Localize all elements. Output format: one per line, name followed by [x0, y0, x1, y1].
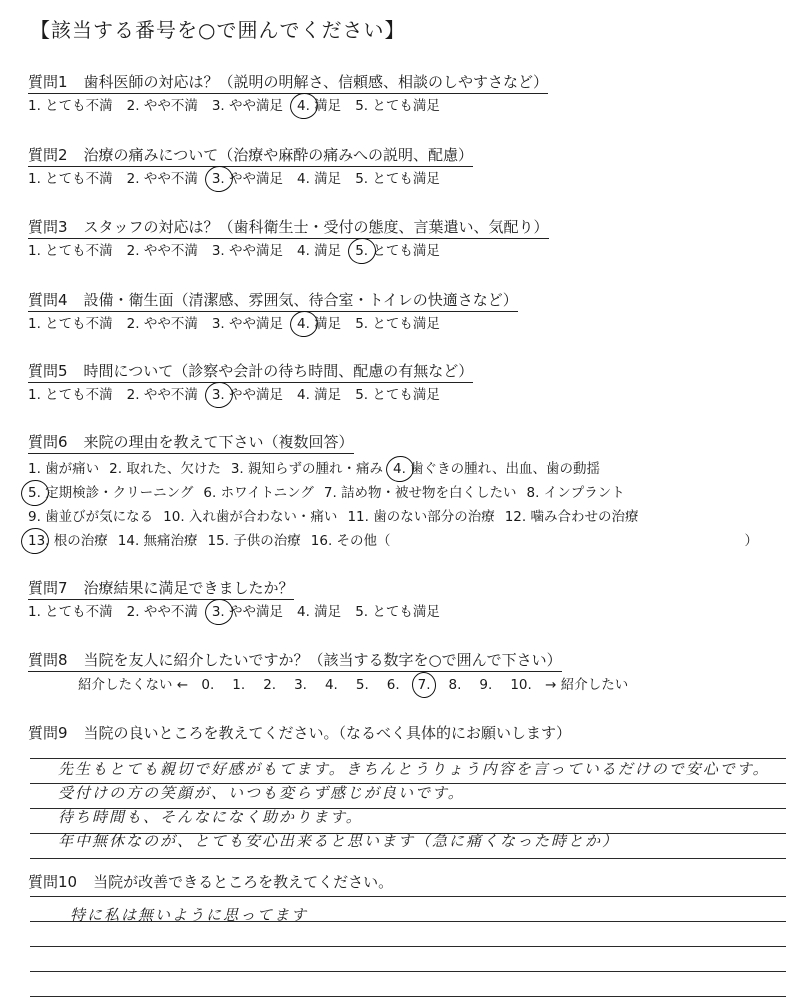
- q9-handwritten-answer: 待ち時間も、そんなになく助かります。: [58, 808, 363, 826]
- reason-option[interactable]: 15. 子供の治療: [207, 533, 301, 549]
- question-7: [28, 578, 788, 621]
- question-number: 質問4: [28, 291, 68, 309]
- question-text: 当院の良いところを教えてください。（なるべく具体的にお願いします）: [83, 724, 572, 742]
- question-text: 来院の理由を教えて下さい（複数回答）: [83, 433, 354, 451]
- option-1[interactable]: 1. とても不満: [28, 604, 113, 620]
- option-4[interactable]: 4. 満足: [297, 171, 342, 187]
- option-4[interactable]: 4. 満足: [297, 243, 342, 259]
- option-3[interactable]: 3. やや満足: [211, 316, 284, 332]
- option-4[interactable]: 4. 満足: [297, 387, 342, 403]
- scale-number[interactable]: 2.: [263, 677, 277, 693]
- question-text: 設備・衛生面（清潔感、雰囲気、待合室・トイレの快適さなど）: [83, 291, 518, 309]
- scale-right-label: → 紹介したい: [545, 677, 629, 693]
- scale-numbers: [192, 677, 545, 693]
- option-5[interactable]: 5. とても満足: [355, 387, 440, 403]
- question-8: [28, 650, 788, 694]
- option-2[interactable]: 2. やや不満: [126, 171, 198, 187]
- reason-option[interactable]: 14. 無痛治療: [117, 533, 198, 549]
- question-number: 質問5: [28, 362, 68, 380]
- question-number: 質問6: [28, 433, 68, 451]
- reason-option[interactable]: 9. 歯並びが気になる: [28, 509, 154, 525]
- reason-option[interactable]: 5. 定期検診・クリーニング: [28, 485, 194, 501]
- reason-options: [28, 460, 788, 550]
- question-text: 治療結果に満足できましたか？: [83, 579, 294, 597]
- reason-option[interactable]: 12. 噛み合わせの治療: [504, 509, 639, 525]
- scale-number[interactable]: 9.: [479, 677, 493, 693]
- reason-option[interactable]: 6. ホワイトニング: [203, 485, 314, 501]
- question-number: 質問7: [28, 579, 68, 597]
- q9-handwritten-answer: 先生もとても親切で好感がもてます。きちんとうりょう内容を言っているだけので安心です。: [58, 760, 770, 778]
- scale-left-label: 紹介したくない ←: [78, 677, 189, 693]
- option-1[interactable]: 1. とても不満: [28, 171, 113, 187]
- option-4[interactable]: 4. 満足: [297, 98, 342, 114]
- rating-options: [28, 97, 788, 115]
- question-3: [28, 217, 788, 260]
- scale-number[interactable]: 4.: [324, 677, 338, 693]
- question-2: [28, 145, 788, 188]
- option-2[interactable]: 2. やや不満: [126, 604, 198, 620]
- scale-number[interactable]: 5.: [355, 677, 369, 693]
- question-text: スタッフの対応は？（歯科衛生士・受付の態度、言葉遣い、気配り）: [83, 218, 549, 236]
- question-text: 当院が改善できるところを教えてください。: [93, 873, 394, 891]
- rating-options: [28, 242, 788, 260]
- option-5[interactable]: 5. とても満足: [355, 171, 440, 187]
- reason-option[interactable]: 16. その他（: [310, 533, 391, 549]
- question-1: [28, 72, 788, 115]
- reason-option[interactable]: 8. インプラント: [526, 485, 625, 501]
- scale-number[interactable]: 1.: [232, 677, 246, 693]
- option-2[interactable]: 2. やや不満: [126, 387, 198, 403]
- option-1[interactable]: 1. とても不満: [28, 243, 113, 259]
- option-3[interactable]: 3. やや満足: [211, 171, 284, 187]
- option-2[interactable]: 2. やや不満: [126, 243, 198, 259]
- reason-option[interactable]: 2. 取れた、欠けた: [109, 461, 221, 477]
- option-2[interactable]: 2. やや不満: [126, 98, 198, 114]
- rating-options: [28, 386, 788, 404]
- rating-options: [28, 315, 788, 333]
- rating-options: [28, 603, 788, 621]
- reason-option[interactable]: 11. 歯のない部分の治療: [347, 509, 495, 525]
- question-text: 治療の痛みについて（治療や麻酔の痛みへの説明、配慮）: [83, 146, 473, 164]
- question-number: 質問8: [28, 651, 68, 669]
- option-2[interactable]: 2. やや不満: [126, 316, 198, 332]
- option-5[interactable]: 5. とても満足: [355, 243, 440, 259]
- reason-option[interactable]: 4. 歯ぐきの腫れ、出血、歯の動揺: [393, 461, 600, 477]
- option-1[interactable]: 1. とても不満: [28, 316, 113, 332]
- q9-handwritten-answer: 受付けの方の笑顔が、いつも変らず感じが良いです。: [58, 784, 465, 802]
- reason-line: [28, 508, 788, 526]
- reason-line: [28, 484, 788, 502]
- scale-number[interactable]: 8.: [448, 677, 462, 693]
- question-number: 質問9: [28, 724, 68, 742]
- question-text: 当院を友人に紹介したいですか？（該当する数字を○で囲んで下さい）: [83, 651, 562, 669]
- option-3[interactable]: 3. やや満足: [211, 387, 284, 403]
- option-3[interactable]: 3. やや満足: [211, 243, 284, 259]
- reason-option[interactable]: 7. 詰め物・被せ物を白くしたい: [323, 485, 517, 501]
- reason-line: [28, 532, 788, 550]
- scale-number[interactable]: 3.: [294, 677, 307, 693]
- question-text: 時間について（診察や会計の待ち時間、配慮の有無など）: [83, 362, 474, 380]
- question-number: 質問2: [28, 146, 68, 164]
- other-close-paren: ）: [744, 533, 758, 549]
- option-5[interactable]: 5. とても満足: [355, 316, 440, 332]
- question-text: 歯科医師の対応は？（説明の明解さ、信頼感、相談のしやすさなど）: [83, 73, 548, 91]
- question-number: 質問10: [28, 873, 78, 891]
- option-1[interactable]: 1. とても不満: [28, 387, 113, 403]
- q9-handwritten-answer: 年中無休なのが、とても安心出来ると思います（急に痛くなった時とか）: [58, 832, 620, 850]
- reason-line: [28, 460, 788, 478]
- page-title: 【該当する番号を○で囲んでください】: [30, 18, 406, 42]
- option-5[interactable]: 5. とても満足: [355, 98, 440, 114]
- option-1[interactable]: 1. とても不満: [28, 98, 113, 114]
- scale-number[interactable]: 0.: [201, 677, 215, 693]
- recommend-scale: [28, 676, 788, 694]
- question-number: 質問3: [28, 218, 68, 236]
- reason-option[interactable]: 1. 歯が痛い: [28, 461, 100, 477]
- reason-option[interactable]: 13. 根の治療: [28, 533, 108, 549]
- question-6: [28, 432, 788, 550]
- option-3[interactable]: 3. やや満足: [211, 604, 284, 620]
- reason-option[interactable]: 10. 入れ歯が合わない・痛い: [163, 509, 338, 525]
- scale-number[interactable]: 7.: [417, 677, 431, 693]
- option-4[interactable]: 4. 満足: [297, 604, 342, 620]
- question-4: [28, 290, 788, 333]
- q10-handwritten-answer: 特に私は無いように思ってます: [70, 906, 309, 924]
- question-5: [28, 361, 788, 404]
- reason-option[interactable]: 3. 親知らずの腫れ・痛み: [230, 461, 384, 477]
- option-3[interactable]: 3. やや満足: [211, 98, 284, 114]
- option-5[interactable]: 5. とても満足: [355, 604, 440, 620]
- scale-number[interactable]: 6.: [386, 677, 400, 693]
- question-number: 質問1: [28, 73, 68, 91]
- rating-options: [28, 170, 788, 188]
- option-4[interactable]: 4. 満足: [297, 316, 342, 332]
- scale-number[interactable]: 10.: [510, 677, 532, 693]
